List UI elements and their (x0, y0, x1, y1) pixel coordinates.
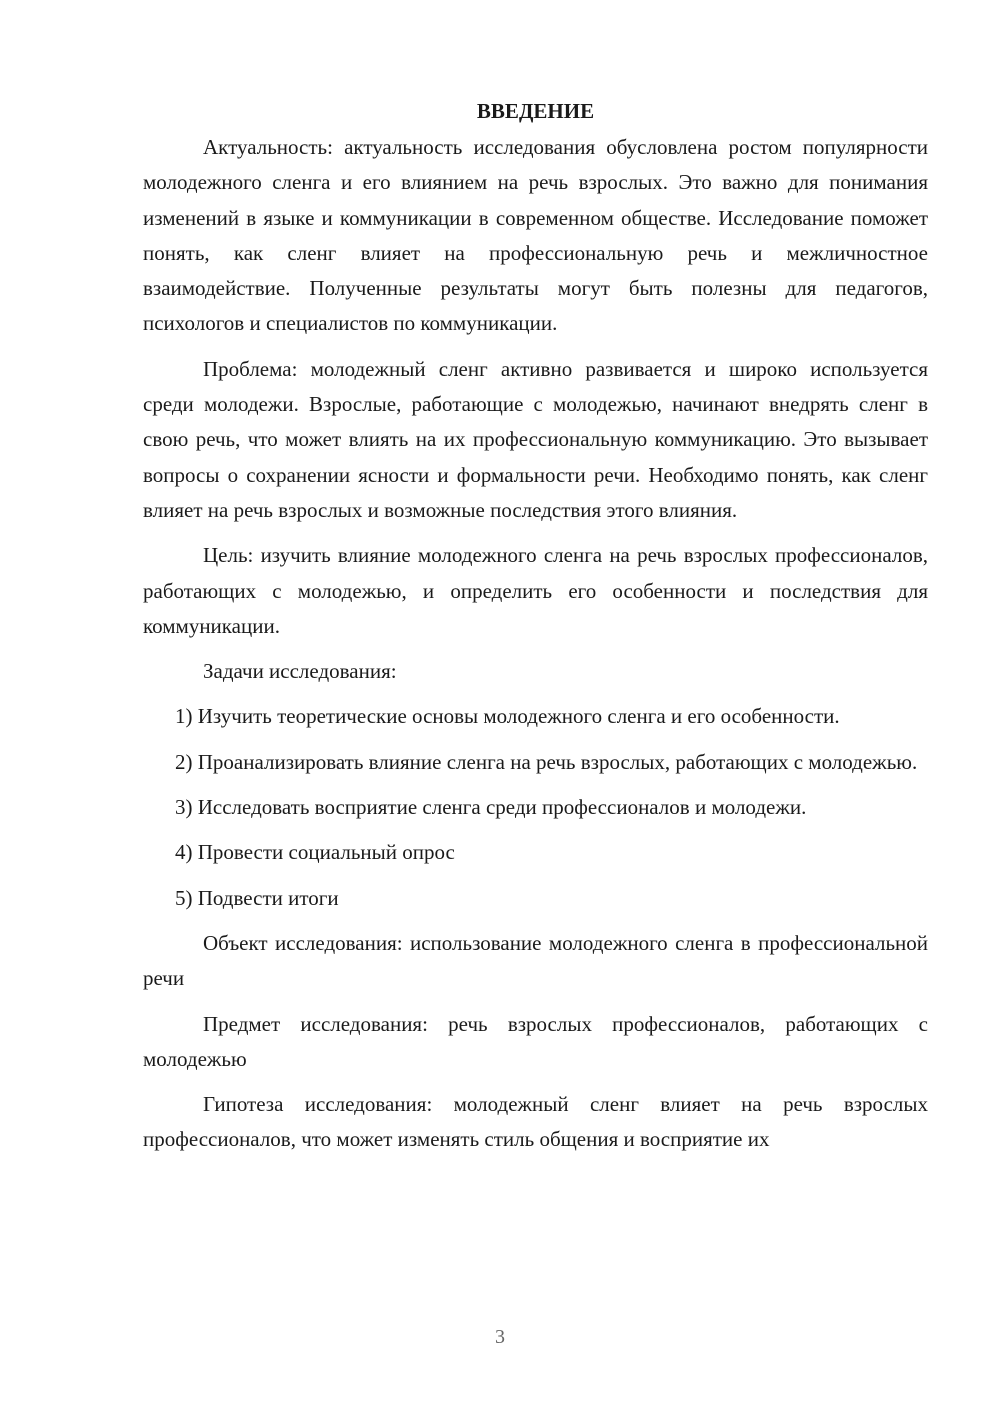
task-item-4: 4) Провести социальный опрос (175, 840, 455, 865)
paragraph-object: Объект исследования: использование молодежного сленга в профессиональной речи (143, 930, 928, 991)
document-title: ВВЕДЕНИЕ (476, 99, 595, 123)
task-item-3: 3) Исследовать восприятие сленга среди профессионалов и молодежи. (175, 795, 807, 820)
paragraph-relevance: Актуальность: актуальность исследования обусловлена ростом популярности молодежного сленга и его влиянием на речь взрослых. Это важно для понимания изменений в языке и коммуникации в современном обществе. Исследование поможет понять, как сленг влияет на профессиональную речь и межличностное взаимодействие. Полученные результаты могут быть полезны для педагогов, психологов и специалистов по коммуникации. (143, 135, 928, 336)
paragraph-goal: Цель: изучить влияние молодежного сленга на речь взрослых профессионалов, работающих с молодежью, и определить его особенности и последствия для коммуникации. (143, 543, 928, 638)
task-item-2: 2) Проанализировать влияние сленга на речь взрослых, работающих с молодежью. (175, 749, 918, 774)
tasks-heading: Задачи исследования: (203, 659, 397, 684)
paragraph-problem: Проблема: молодежный сленг активно развивается и широко используется среди молодежи. Взрослые, работающие с молодежью, начинают внедрять сленг в свою речь, что может влиять на их профессиональную коммуникацию. Это вызывает вопросы о сохранении ясности и формальности речи. Необходимо понять, как сленг влияет на речь взрослых и возможные последствия этого влияния. (143, 356, 928, 522)
task-item-1: 1) Изучить теоретические основы молодежного сленга и его особенности. (175, 704, 840, 729)
task-item-5: 5) Подвести итоги (175, 885, 339, 910)
page-number: 3 (495, 1326, 505, 1348)
paragraph-subject: Предмет исследования: речь взрослых профессионалов, работающих с молодежью (143, 1011, 928, 1071)
document-page (143, 96, 928, 1168)
paragraph-hypothesis: Гипотеза исследования: молодежный сленг влияет на речь взрослых профессионалов, что может изменять стиль общения и восприятие их (143, 1092, 928, 1152)
